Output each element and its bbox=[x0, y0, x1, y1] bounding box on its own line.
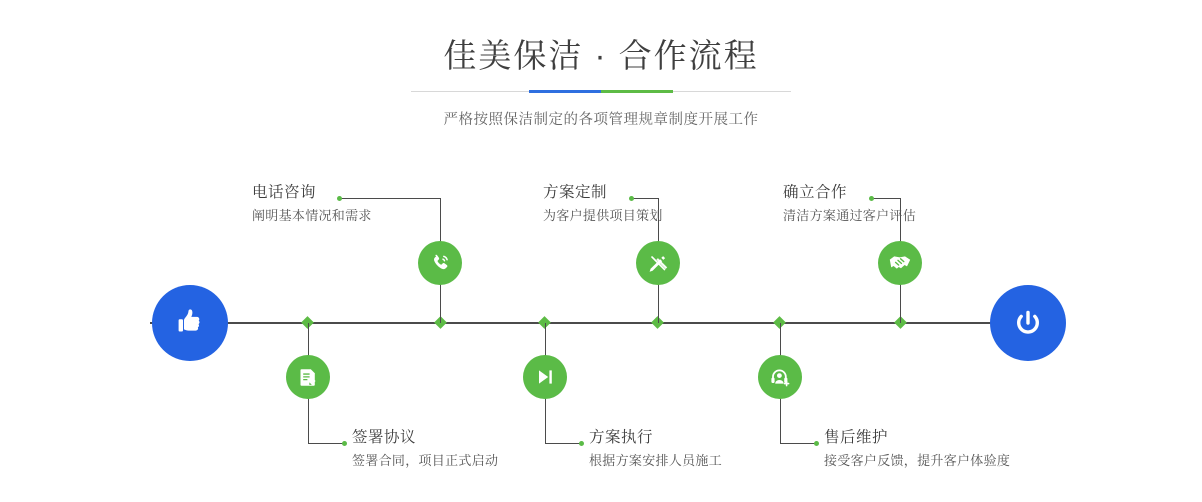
step-label-1 bbox=[252, 183, 372, 226]
process-timeline bbox=[0, 160, 1202, 502]
step-title-4: 方案执行 bbox=[589, 429, 654, 446]
step-title-1: 电话咨询 bbox=[252, 184, 317, 201]
step-desc-4: 根据方案安排人员施工 bbox=[589, 453, 723, 468]
end-node bbox=[990, 285, 1066, 361]
step-title-2: 签署协议 bbox=[352, 429, 417, 446]
step-icon-3 bbox=[636, 241, 680, 285]
step-connector-horizontal bbox=[780, 443, 816, 444]
step-desc-6: 接受客户反馈，提升客户体验度 bbox=[824, 453, 1011, 468]
step-icon-6 bbox=[758, 355, 802, 399]
step-icon-5 bbox=[878, 241, 922, 285]
page-title: 佳美保洁 · 合作流程 bbox=[443, 37, 759, 74]
page-subtitle: 严格按照保洁制定的各项管理规章制度开展工作 bbox=[443, 112, 759, 128]
step-connector-endpoint bbox=[342, 441, 347, 446]
step-label-3 bbox=[543, 183, 663, 226]
step-desc-1: 阐明基本情况和需求 bbox=[252, 208, 372, 223]
step-icon-2 bbox=[286, 355, 330, 399]
play-forward-icon bbox=[533, 365, 557, 389]
step-connector-endpoint bbox=[579, 441, 584, 446]
title-divider bbox=[411, 90, 791, 94]
step-label-5 bbox=[783, 183, 916, 226]
step-desc-5: 清洁方案通过客户评估 bbox=[783, 208, 917, 223]
step-connector-endpoint bbox=[814, 441, 819, 446]
step-icon-1 bbox=[418, 241, 462, 285]
document-edit-icon bbox=[296, 365, 320, 389]
step-title-6: 售后维护 bbox=[824, 429, 889, 446]
step-label-6 bbox=[824, 428, 1010, 471]
step-label-4 bbox=[589, 428, 722, 471]
thumbs-up-icon bbox=[171, 304, 209, 342]
start-node bbox=[152, 285, 228, 361]
step-title-5: 确立合作 bbox=[783, 184, 848, 201]
step-desc-2: 签署合同，项目正式启动 bbox=[352, 453, 499, 468]
step-title-3: 方案定制 bbox=[543, 184, 608, 201]
step-icon-4 bbox=[523, 355, 567, 399]
handshake-icon bbox=[887, 250, 913, 276]
step-connector-horizontal bbox=[308, 443, 344, 444]
timeline-axis bbox=[150, 322, 1052, 324]
divider-accent-blue bbox=[529, 90, 601, 93]
step-label-2 bbox=[352, 428, 498, 471]
page-header bbox=[0, 34, 1202, 129]
pen-ruler-icon bbox=[646, 251, 670, 275]
divider-accent-green bbox=[601, 90, 673, 93]
power-icon bbox=[1008, 303, 1048, 343]
step-connector-horizontal bbox=[545, 443, 581, 444]
step-desc-3: 为客户提供项目策划 bbox=[543, 208, 663, 223]
headset-support-icon bbox=[768, 365, 792, 389]
phone-call-icon bbox=[428, 251, 452, 275]
